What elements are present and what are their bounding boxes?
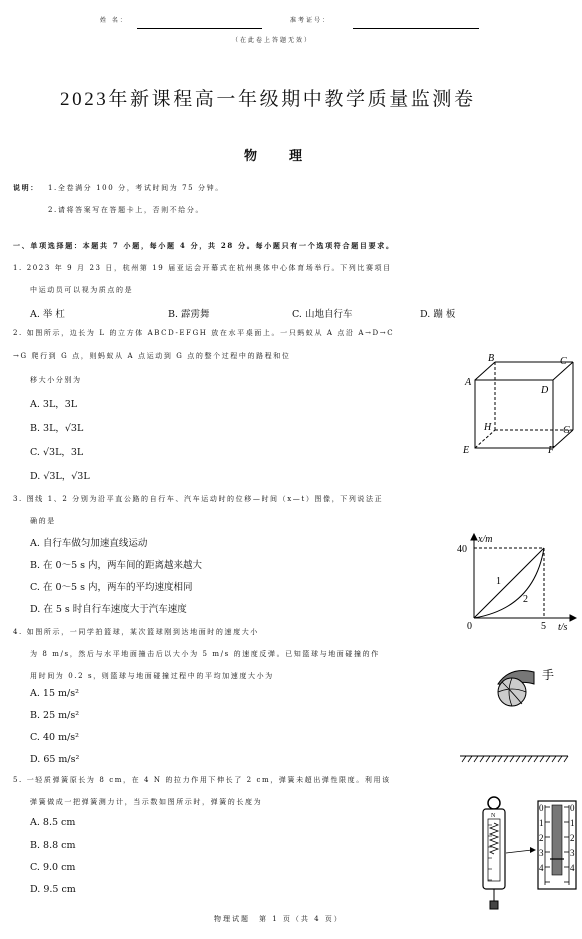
question-2-text: 移大小分别为	[30, 376, 82, 384]
q3-option-a[interactable]: A. 自行车做匀加速直线运动	[30, 538, 148, 549]
line-1	[474, 548, 544, 618]
q3-option-d[interactable]: D. 在 5 s 时自行车速度大于汽车速度	[30, 604, 187, 615]
question-1-text: 1. 2023 年 9 月 23 日，杭州第 19 届亚运会开幕式在杭州奥体中心体育场举行。下列比赛项目	[13, 264, 392, 272]
question-2-text: 2. 如图所示，边长为 L 的立方体 ABCD-EFGH 放在水平桌面上。一只蚂蚁从 A 点沿 A→D→C	[13, 329, 395, 337]
question-5-text: 弹簧做成一把弹簧测力计，当示数如图所示时，弹簧的长度为	[30, 798, 263, 806]
scale-label: 4	[539, 863, 544, 873]
instructions-label: 说明：	[13, 183, 39, 192]
scale-label: 1	[570, 818, 575, 828]
q1-option-a[interactable]: A. 举 杠	[30, 309, 65, 320]
q1-option-b[interactable]: B. 霹雳舞	[168, 309, 210, 320]
cube-label: E	[463, 445, 470, 454]
page-footer: 物理试题 第 1 页（共 4 页）	[214, 915, 343, 923]
scale-label: 3	[570, 848, 575, 858]
ground-figure	[460, 754, 570, 764]
q5-option-a[interactable]: A. 8.5 cm	[30, 817, 76, 828]
scale-label: 3	[539, 848, 544, 858]
question-3-text: 确的是	[30, 517, 56, 525]
question-4-text: 用时间为 0.2 s，则篮球与地面碰撞过程中的平均加速度大小为	[30, 672, 274, 680]
cube-label: C	[560, 356, 567, 367]
q5-option-d[interactable]: D. 9.5 cm	[30, 884, 76, 895]
t-tick-label: 5	[541, 621, 546, 632]
origin-label: 0	[467, 621, 472, 632]
scale-label: 0	[539, 803, 544, 813]
q4-option-d[interactable]: D. 65 m/s²	[30, 754, 80, 765]
q2-option-a[interactable]: A. 3L，3L	[30, 399, 78, 410]
q4-option-a[interactable]: A. 15 m/s²	[30, 688, 79, 699]
cube-figure	[460, 352, 575, 454]
exam-title: 2023年新课程高一年级期中教学质量监测卷	[60, 89, 476, 110]
scale-label: 2	[539, 833, 544, 843]
basketball-figure	[490, 662, 560, 710]
subject-title: 物 理	[244, 149, 305, 164]
q5-option-b[interactable]: B. 8.8 cm	[30, 840, 76, 851]
cube-label: A	[465, 377, 472, 388]
exam-number-field[interactable]	[353, 28, 479, 29]
question-5-text: 5. 一轻质弹簧原长为 8 cm，在 4 N 的拉力作用下伸长了 2 cm，弹簧未超出弹性限度。利用该	[13, 776, 391, 784]
q4-option-c[interactable]: C. 40 m/s²	[30, 732, 79, 743]
instruction-item: 1.全卷满分 100 分，考试时间为 75 分钟。	[48, 184, 224, 192]
header-note: （在此卷上答题无效）	[232, 37, 313, 44]
q2-option-b[interactable]: B. 3L，√3L	[30, 423, 84, 434]
section-heading: 一、单项选择题：本题共 7 小题，每小题 4 分，共 28 分。每小题只有一个选项符合题目要求。	[13, 241, 395, 250]
unit-label: N	[491, 813, 496, 819]
spring-scale-figure	[470, 795, 578, 913]
x-axis-label: x/m	[478, 534, 493, 545]
q5-option-c[interactable]: C. 9.0 cm	[30, 862, 76, 873]
t-axis-arrow	[570, 615, 576, 621]
q3-option-b[interactable]: B. 在 0～5 s 内，两车间的距离越来越大	[30, 560, 203, 571]
curve-2-label: 2	[523, 594, 528, 605]
cube-label: F	[548, 445, 555, 454]
q1-option-d[interactable]: D. 蹦 板	[420, 309, 456, 320]
scale-label: 2	[570, 833, 575, 843]
cube-label: H	[484, 422, 492, 433]
question-1-text: 中运动员可以视为质点的是	[30, 286, 134, 294]
q2-option-c[interactable]: C. √3L，3L	[30, 447, 84, 458]
exam-number-label: 准考证号：	[290, 17, 331, 24]
t-axis-label: t/s	[558, 622, 568, 632]
scale-label: 4	[570, 863, 575, 873]
question-3-text: 3. 图线 1、2 分别为沿平直公路的自行车、汽车运动时的位移—时间（x—t）图像，下列说法正	[13, 495, 384, 503]
x-axis-arrow	[471, 534, 477, 540]
question-4-text: 4. 如图所示，一同学拍篮球，某次篮球刚到达地面时的速度大小	[13, 628, 259, 636]
hand-label: 手	[542, 668, 555, 682]
cube-label: B	[488, 353, 495, 364]
instruction-item: 2.请将答案写在答题卡上，否则不给分。	[48, 206, 205, 214]
name-field[interactable]	[137, 28, 262, 29]
scale-label: 1	[539, 818, 544, 828]
cube-label: G	[563, 425, 571, 436]
q1-option-c[interactable]: C. 山地自行车	[292, 309, 353, 320]
name-label: 姓 名：	[100, 17, 128, 24]
q4-option-b[interactable]: B. 25 m/s²	[30, 710, 80, 721]
q3-option-c[interactable]: C. 在 0～5 s 内，两车的平均速度相同	[30, 582, 193, 593]
q2-option-d[interactable]: D. √3L，√3L	[30, 471, 90, 482]
question-2-text: →G 爬行到 G 点，则蚂蚁从 A 点运动到 G 点的整个过程中的路程和位	[13, 352, 291, 360]
question-4-text: 为 8 m/s，然后与水平地面撞击后以大小为 5 m/s 的速度反弹。已知篮球与地面碰撞的作	[30, 650, 380, 658]
x-tick-label: 40	[457, 544, 467, 555]
xt-graph	[452, 532, 577, 632]
cube-label: D	[541, 385, 549, 396]
curve-1-label: 1	[496, 576, 501, 587]
scale-label: 0	[570, 803, 575, 813]
